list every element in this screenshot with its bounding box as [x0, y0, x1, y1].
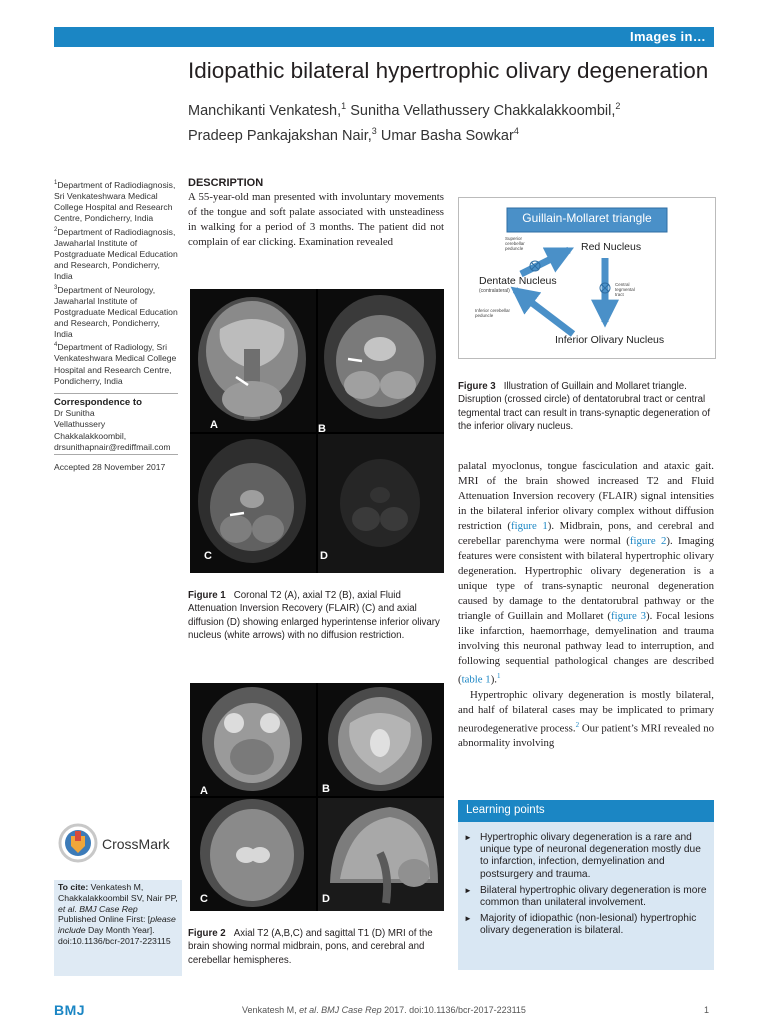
affiliation: $^1$Department of Radiodiagnosis, Sri Venkateshwara Medical College Hospital and Research Centre, Pondicherry, India — [54, 179, 176, 224]
panel-label: A — [200, 785, 208, 797]
learning-points-list — [464, 832, 708, 942]
section-banner — [54, 27, 714, 47]
label-ctt: Central tegmental tract — [615, 282, 635, 297]
figure-link[interactable]: figure 1 — [510, 520, 548, 532]
to-cite-box: To cite: Venkatesh M, Chakkalakkoombil SV, Nair PP, et al. BMJ Case Rep Published Online First: [please include Day Month Year]. doi:10.1136/bcr-2017-223115 — [54, 880, 182, 976]
node-inferior-olivary: Inferior Olivary Nucleus — [555, 334, 665, 346]
panel-label: B — [322, 783, 330, 795]
figure1-image — [190, 289, 444, 573]
description-paragraph: A 55-year-old man presented with involuntary movements of the tongue and soft palate associated with unsteadiness in walking for a period of 3 months. The patient did not complain of ear clicking. Examination revealed — [188, 191, 444, 248]
paragraph: Hypertrophic olivary degeneration is mostly bilateral, and half of bilateral cases may be implicated to primary neurodegenerative process.$^2$ Our patient’s MRI revealed no abnormality involving — [458, 688, 715, 750]
panel-label: C — [200, 893, 208, 905]
figure-link[interactable]: figure 2 — [629, 535, 667, 547]
page-number: 1 — [704, 1005, 710, 1015]
label-icp: Inferior cerebellar peduncle — [475, 308, 511, 318]
accepted-date: Accepted 28 November 2017 — [54, 462, 166, 472]
node-dentate-nucleus: Dentate Nucleus — [479, 275, 557, 287]
author: Umar Basha Sowkar — [380, 127, 514, 144]
reference-link[interactable]: 2 — [575, 720, 580, 729]
panel-label: C — [204, 550, 212, 562]
panel-label: A — [210, 419, 218, 431]
figure2-caption: Figure 2 Axial T2 (A,B,C) and sagittal T1 (D) MRI of the brain showing normal midbrain, pons, and cerebral and cerebellar hemispheres. — [188, 928, 433, 966]
article-title: Idiopathic bilateral hypertrophic olivary degeneration — [188, 58, 709, 83]
learning-points-heading: Learning points — [466, 804, 545, 816]
learning-points-header — [458, 800, 714, 822]
section-label: Images in… — [630, 29, 706, 44]
figure2-image — [190, 683, 444, 911]
table-link[interactable]: table 1 — [461, 673, 491, 686]
list-item: ► Hypertrophic olivary degeneration is a rare and unique type of neuronal degeneration mostly due to infarction, infection, demyelination and postsurgery and trauma. — [464, 832, 708, 881]
panel-label: D — [320, 550, 328, 562]
label-scp: Superior cerebellar peduncle — [505, 236, 525, 251]
author: Sunitha Vellathussery Chakkalakkoombil, — [350, 102, 616, 119]
author: Manchikanti Venkatesh, — [188, 102, 342, 119]
diagram-title: Guillain-Mollaret triangle — [522, 211, 652, 225]
list-item: ► Majority of idiopathic (non-lesional) hypertrophic olivary degeneration is bilateral. — [464, 913, 708, 937]
divider — [54, 393, 178, 394]
affiliations — [54, 178, 178, 387]
affiliation: $^4$Department of Radiology, Sri Venkateshwara Medical College Hospital and Research Centre, Pondicherry, India — [54, 342, 177, 386]
author: Pradeep Pankajakshan Nair, — [188, 127, 372, 144]
bmj-logo: BMJ — [54, 1002, 86, 1018]
node-red-nucleus: Red Nucleus — [581, 241, 642, 253]
crossmark-badge[interactable] — [58, 822, 178, 868]
figure3-caption: Figure 3 Illustration of Guillain and Mollaret triangle. Disruption (crossed circle) of dentatorubral tract or central tegmental tract can result in trans-synaptic degeneration of the inferior olivary nucleus. — [458, 381, 711, 433]
affiliation: $^2$Department of Radiodiagnosis, Jawaharlal Institute of Postgraduate Medical Education and Research, Pondicherry, India — [54, 226, 178, 282]
paragraph: palatal myoclonus, tongue fasciculation and ataxic gait. MRI of the brain showed increased T2 and Fluid Attenuation Inversion recovery (FLAIR) signal intensities in the bilateral inferior olivary complex without diffusion restriction (figure 1). Midbrain, pons, and cerebral and cerebellar parenchyma were normal (figure 2). Imaging features were consistent with bilateral hypertrophic olivary degeneration. Hypertrophic olivary degeneration is a unique type of trans-synaptic neuronal degeneration caused by damage to the dentatorubral pathway or the triangle of Guillain and Mollaret (figure 3). Focal lesions like infarction, haemorrhage, demyelination and trauma involving this neuronal pathway lead to interruption, and following sequential pathological changes are described (table 1).$^1$ — [458, 460, 714, 686]
body-text — [458, 459, 714, 751]
crossmark-icon — [58, 822, 98, 868]
correspondence-email[interactable]: drsunithapnair@rediffmail.com — [54, 441, 171, 452]
footer-citation: Venkatesh M, et al. BMJ Case Rep 2017. doi:10.1136/bcr-2017-223115 — [242, 1005, 526, 1015]
crossmark-label: CrossMark — [102, 836, 170, 852]
author-list: Manchikanti Venkatesh,$^1$ Sunitha Vellathussery Chakkalakkoombil,$^2$ Pradeep Pankajakshan Nair,$^3$ Umar Basha Sowkar$^4$ — [188, 101, 621, 144]
list-item: ► Bilateral hypertrophic olivary degeneration is more common than unilateral involvement. — [464, 885, 708, 909]
divider — [54, 454, 178, 455]
figure3-diagram — [458, 197, 716, 359]
description-heading: DESCRIPTION — [188, 177, 264, 189]
node-dentate-sub: (contralateral) — [479, 288, 510, 294]
figure1-caption: Figure 1 Coronal T2 (A), axial T2 (B), axial Fluid Attenuation Inversion Recovery (FLAIR) (C) and axial diffusion (D) showing enlarged hyperintense inferior olivary nucleus (white arrows) with no diffusion restriction. — [188, 590, 440, 642]
correspondence-heading: Correspondence to — [54, 397, 142, 408]
correspondence: Correspondence to Dr Sunitha Vellathussery Chakkalakkoombil, drsunithapnair@rediffmail.com — [54, 397, 178, 453]
panel-label: D — [322, 893, 330, 905]
panel-label: B — [318, 423, 326, 435]
reference-link[interactable]: 1 — [497, 672, 501, 680]
affiliation: $^3$Department of Neurology, Jawaharlal Institute of Postgraduate Medical Education and Research, Pondicherry, India — [54, 284, 178, 340]
figure-link[interactable]: figure 3 — [610, 610, 646, 622]
